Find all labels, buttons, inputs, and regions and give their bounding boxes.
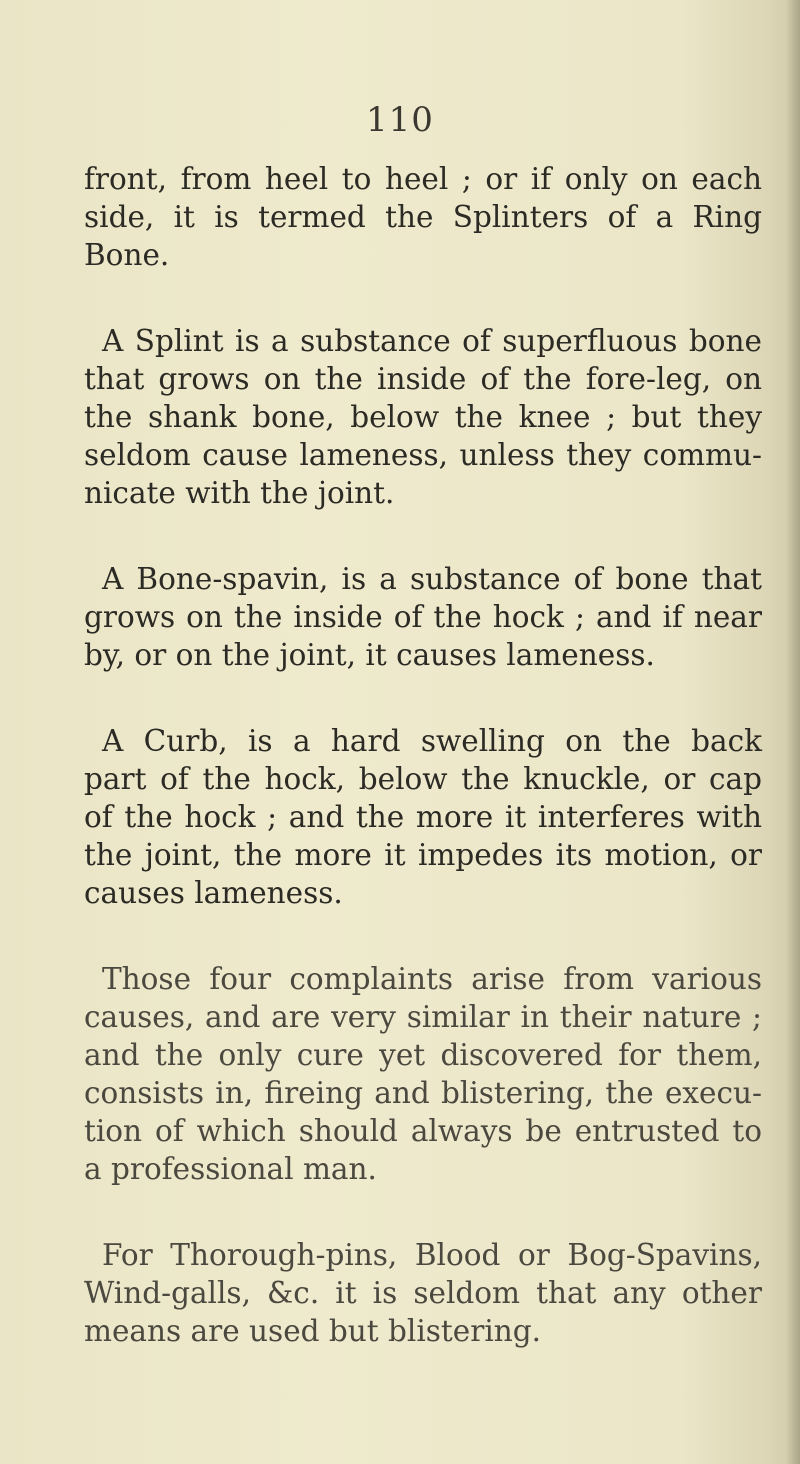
text-line: seldom cause lameness, unless they commu- [84, 438, 762, 472]
paragraph-four-complaints [84, 960, 762, 1188]
text-line: tion of which should always be entrusted to [84, 1114, 762, 1148]
text-line: A Bone-spavin, is a substance of bone that [102, 562, 762, 596]
text-line: A Splint is a substance of superfluous bone [102, 324, 762, 358]
text-line: Wind-galls, &c. it is seldom that any other [84, 1276, 762, 1310]
paragraph-bone-spavin [84, 560, 762, 674]
text-line: that grows on the inside of the fore-leg, on [84, 362, 762, 396]
paragraph-curb [84, 722, 762, 912]
text-line: causes lameness. [84, 876, 343, 910]
text-line: by, or on the joint, it causes lameness. [84, 638, 655, 672]
text-line: A Curb, is a hard swelling on the back [102, 724, 762, 758]
paragraph-thorough-pins [84, 1236, 762, 1350]
text-line: nicate with the joint. [84, 476, 395, 510]
text-line: means are used but blistering. [84, 1314, 542, 1348]
text-line: Bone. [84, 238, 170, 272]
text-line: causes, and are very similar in their nature ; [84, 1000, 762, 1034]
text-line: grows on the inside of the hock ; and if near [84, 600, 762, 634]
text-line: For Thorough-pins, Blood or Bog-Spavins, [102, 1238, 762, 1272]
page-edge-shadow [786, 0, 800, 1464]
body-text [84, 160, 762, 1398]
text-line: the shank bone, below the knee ; but they [84, 400, 762, 434]
text-line: of the hock ; and the more it interferes with [84, 800, 762, 834]
text-line: and the only cure yet discovered for them, [84, 1038, 762, 1072]
paragraph-splint [84, 322, 762, 512]
text-line: Those four complaints arise from various [102, 962, 762, 996]
page-number: 110 [366, 100, 434, 140]
text-line: a professional man. [84, 1152, 377, 1186]
text-line: the joint, the more it impedes its motion, or [84, 838, 762, 872]
text-line: part of the hock, below the knuckle, or cap [84, 762, 762, 796]
text-line: front, from heel to heel ; or if only on each [84, 162, 762, 196]
text-line: side, it is termed the Splinters of a Ring [84, 200, 762, 234]
paragraph-ring-bone [84, 160, 762, 274]
text-line: consists in, fireing and blistering, the execu- [84, 1076, 762, 1110]
